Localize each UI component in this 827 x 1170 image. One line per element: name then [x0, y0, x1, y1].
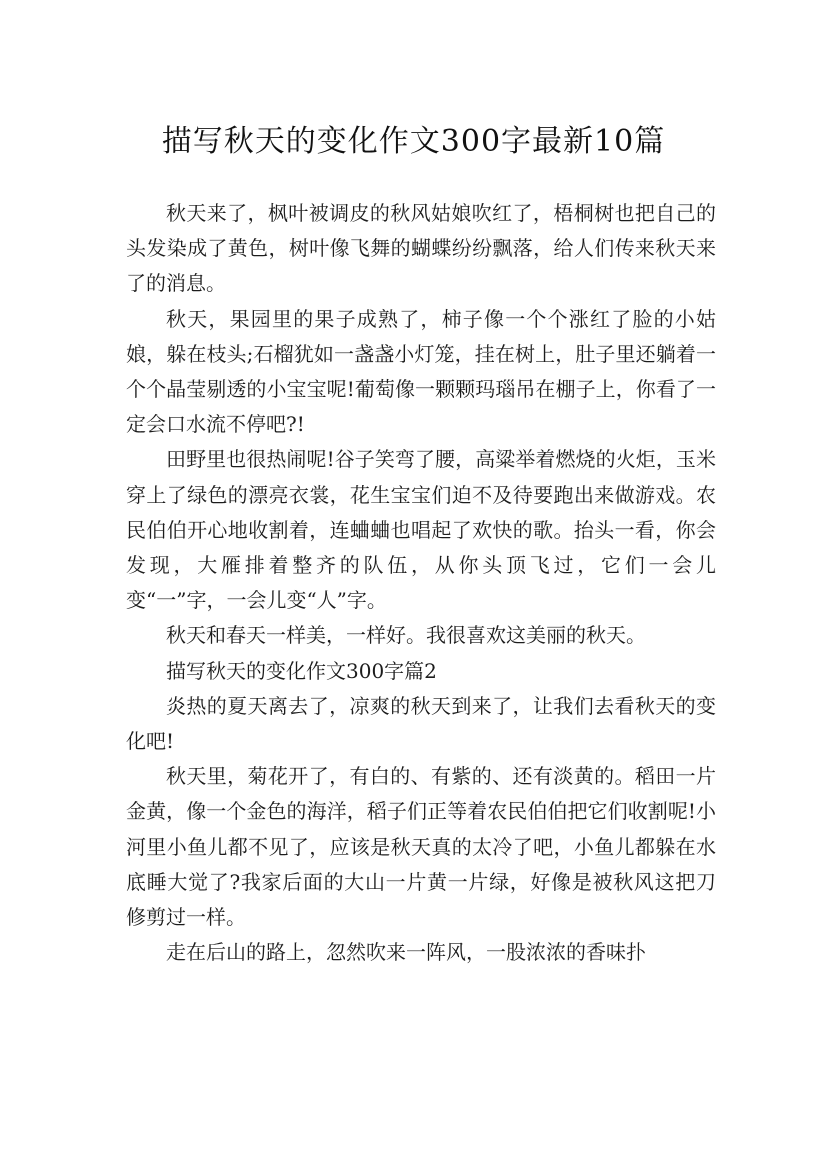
paragraph-4: 秋天和春天一样美，一样好。我很喜欢这美丽的秋天。: [166, 623, 646, 648]
paragraph-6: 秋天里，菊花开了，有白的、有紫的、还有淡黄的。稻田一片金黄，像一个金色的海洋，稻子们正等着农民伯伯把它们收割呢!小河里小鱼儿都不见了，应该是秋天真的太冷了吧，小鱼儿都躲在水底睡大觉了?我家后面的大山一片黄一片绿，好像是被秋风这把刀修剪过一样。: [126, 764, 716, 930]
section-heading-2: 描写秋天的变化作文300字篇2: [166, 658, 437, 683]
paragraph-2: 秋天，果园里的果子成熟了，柿子像一个个涨红了脸的小姑娘，躲在枝头;石榴犹如一盏盏小灯笼，挂在树上，肚子里还躺着一个个晶莹剔透的小宝宝呢!葡萄像一颗颗玛瑙吊在棚子上，你看了一定会口水流不停吧?!: [126, 306, 716, 437]
paragraph-3: 田野里也很热闹呢!谷子笑弯了腰，高粱举着燃烧的火炬，玉米穿上了绿色的漂亮衣裳，花生宝宝们迫不及待要跑出来做游戏。农民伯伯开心地收割着，连蛐蛐也唱起了欢快的歌。抬头一看，你会发现，大雁排着整齐的队伍，从你头顶飞过，它们一会儿变“一”字，一会儿变“人”字。: [126, 447, 716, 613]
paragraph-5: 炎热的夏天离去了，凉爽的秋天到来了，让我们去看秋天的变化吧!: [126, 693, 716, 754]
document-title: 描写秋天的变化作文300字最新10篇: [161, 124, 666, 160]
paragraph-7: 走在后山的路上，忽然吹来一阵风，一股浓浓的香味扑: [166, 940, 646, 965]
document-body: [126, 196, 716, 970]
paragraph-1: 秋天来了，枫叶被调皮的秋风姑娘吹红了，梧桐树也把自己的头发染成了黄色，树叶像飞舞的蝴蝶纷纷飘落，给人们传来秋天来了的消息。: [126, 201, 716, 296]
